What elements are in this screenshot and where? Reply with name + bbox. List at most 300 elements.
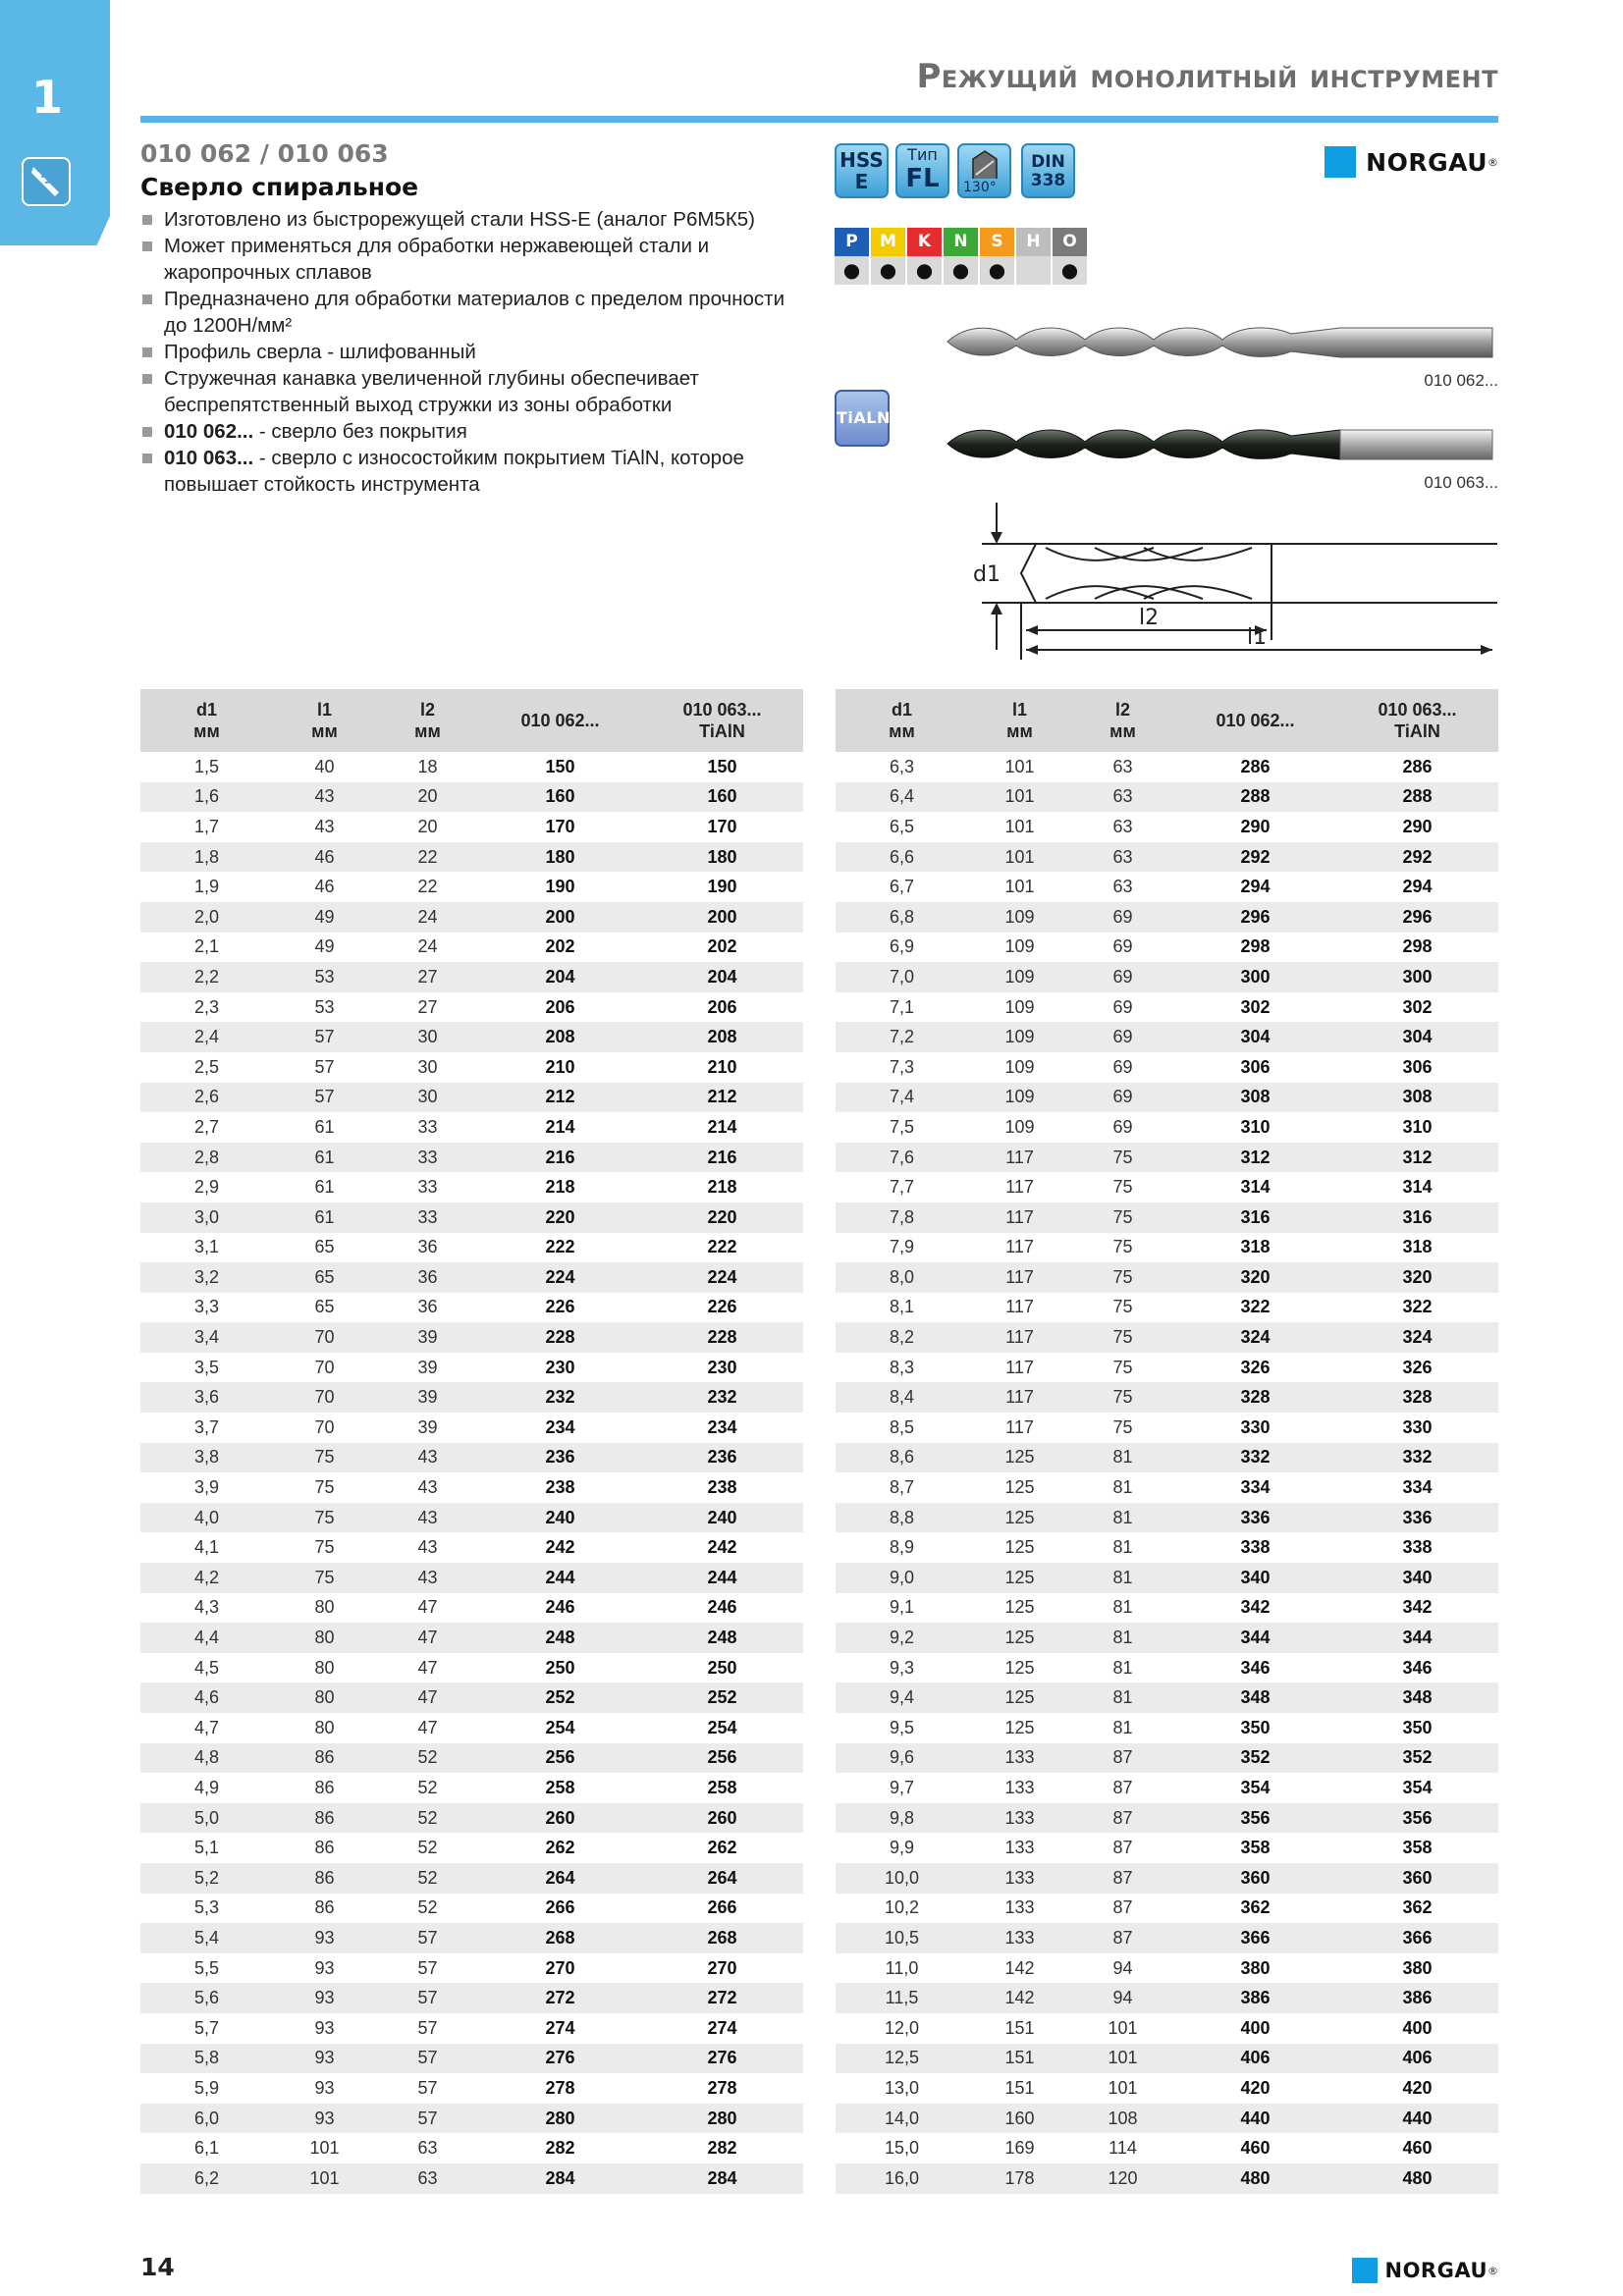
table-row — [836, 1202, 1498, 1233]
cell-article-010063: 224 — [641, 1262, 803, 1293]
cell-d1: 12,5 — [836, 2044, 968, 2074]
cell-article-010063: 304 — [1336, 1022, 1498, 1052]
cell-article-010063: 206 — [707, 996, 737, 1017]
table-row — [140, 1563, 803, 1593]
material-p: P ● — [835, 228, 869, 285]
cell-l1: 49 — [314, 936, 335, 957]
table-row — [140, 1623, 803, 1653]
cell-d1: 9,4 — [836, 1682, 968, 1713]
cell-article-010063: 212 — [641, 1083, 803, 1113]
cell-l1: 65 — [273, 1262, 376, 1293]
feature-item: 010 063... - сверло с износостойким покрытием TiAlN, которое повышает стойкость инструмента — [140, 445, 808, 498]
cell-article-010063: 302 — [1402, 996, 1433, 1017]
cell-article-010062: 348 — [1174, 1682, 1336, 1713]
cell-l2: 75 — [1112, 1357, 1133, 1377]
cell-d1: 6,0 — [140, 2104, 273, 2134]
cell-article-010063: 290 — [1402, 816, 1433, 836]
cell-l2: 101 — [1108, 2017, 1138, 2038]
material-o: O ● — [1053, 228, 1087, 285]
cell-article-010063: 264 — [641, 1863, 803, 1894]
cell-d1: 6,3 — [889, 756, 915, 776]
cell-article-010063: 236 — [641, 1443, 803, 1473]
table-row — [836, 2163, 1498, 2194]
cell-article-010063: 298 — [1402, 936, 1433, 957]
cell-d1: 3,1 — [193, 1237, 220, 1257]
table-row — [836, 2044, 1498, 2074]
cell-article-010063: 256 — [641, 1743, 803, 1774]
cell-d1: 3,6 — [140, 1382, 273, 1413]
cell-article-010062: 264 — [479, 1863, 641, 1894]
cell-article-010063: 354 — [1402, 1777, 1433, 1797]
cell-article-010062: 234 — [545, 1416, 575, 1437]
cell-article-010063: 282 — [707, 2138, 737, 2159]
table-row — [140, 1143, 803, 1173]
table-row — [836, 1293, 1498, 1323]
cell-l2: 43 — [417, 1537, 438, 1558]
cell-article-010062: 314 — [1240, 1177, 1271, 1198]
cell-article-010062: 366 — [1174, 1923, 1336, 1953]
cell-d1: 9,9 — [889, 1838, 915, 1858]
cell-article-010062: 362 — [1240, 1897, 1271, 1918]
table-row — [140, 1773, 803, 1803]
cell-d1: 7,7 — [889, 1177, 915, 1198]
cell-article-010063: 190 — [707, 877, 737, 897]
dim-label-l2: l2 — [1139, 606, 1160, 630]
dim-label-l1: l1 — [1247, 625, 1268, 650]
tialn-coating-badge: TiALN — [835, 390, 890, 447]
cell-article-010063: 286 — [1402, 756, 1433, 776]
cell-d1: 2,2 — [140, 962, 273, 992]
cell-l1: 46 — [273, 842, 376, 873]
cell-d1: 9,8 — [836, 1803, 968, 1834]
cell-article-010063: 334 — [1402, 1477, 1433, 1498]
cell-article-010062: 324 — [1174, 1322, 1336, 1353]
cell-article-010063: 248 — [641, 1623, 803, 1653]
cell-d1: 5,4 — [140, 1923, 273, 1953]
feature-item: Изготовлено из быстрорежущей стали HSS-E (аналог Р6М5К5) — [140, 206, 808, 233]
cell-l2: 22 — [376, 842, 479, 873]
table-row — [140, 1083, 803, 1113]
cell-d1: 8,7 — [889, 1477, 915, 1498]
cell-l2: 87 — [1071, 1803, 1174, 1834]
cell-l1: 57 — [273, 1022, 376, 1052]
table-row — [140, 1953, 803, 1984]
cell-d1: 8,4 — [836, 1382, 968, 1413]
table-row — [836, 812, 1498, 842]
cell-article-010062: 280 — [479, 2104, 641, 2134]
table-row — [836, 2013, 1498, 2044]
cell-l2: 36 — [417, 1237, 438, 1257]
cell-l2: 75 — [1071, 1143, 1174, 1173]
cell-l1: 93 — [314, 1957, 335, 1978]
cell-article-010063: 356 — [1336, 1803, 1498, 1834]
cell-article-010063: 332 — [1336, 1443, 1498, 1473]
cell-l1: 86 — [273, 1803, 376, 1834]
cell-article-010063: 222 — [707, 1237, 737, 1257]
cell-article-010062: 406 — [1174, 2044, 1336, 2074]
cell-article-010063: 202 — [707, 936, 737, 957]
cell-article-010062: 326 — [1240, 1357, 1271, 1377]
cell-article-010063: 324 — [1336, 1322, 1498, 1353]
cell-l1: 151 — [1004, 2077, 1035, 2098]
page-number: 14 — [140, 2253, 175, 2281]
cell-l2: 27 — [417, 996, 438, 1017]
cell-l1: 109 — [968, 1083, 1071, 1113]
cell-article-010063: 280 — [641, 2104, 803, 2134]
cell-d1: 6,4 — [836, 782, 968, 813]
cell-l2: 63 — [1071, 782, 1174, 813]
cell-l2: 47 — [417, 1717, 438, 1737]
din-338-badge: DIN 338 — [1021, 143, 1075, 198]
cell-article-010063: 216 — [641, 1143, 803, 1173]
feature-item: Может применяться для обработки нержавеющей стали и жаропрочных сплавов — [140, 233, 808, 286]
cell-d1: 3,9 — [193, 1477, 220, 1498]
cell-l2: 69 — [1112, 1056, 1133, 1077]
cell-article-010062: 258 — [545, 1777, 575, 1797]
cell-d1: 7,5 — [889, 1116, 915, 1137]
cell-d1: 1,8 — [140, 842, 273, 873]
feature-item: Стружечная канавка увеличенной глубины обеспечивает беспрепятственный выход стружки из зоны обработки — [140, 365, 808, 418]
cell-article-010063: 244 — [641, 1563, 803, 1593]
cell-l1: 101 — [309, 2138, 340, 2159]
cell-l2: 75 — [1071, 1202, 1174, 1233]
cell-article-010063: 232 — [641, 1382, 803, 1413]
cell-l1: 142 — [968, 1983, 1071, 2013]
cell-l1: 80 — [314, 1657, 335, 1678]
cell-l2: 52 — [376, 1863, 479, 1894]
cell-article-010063: 204 — [641, 962, 803, 992]
cell-article-010062: 272 — [479, 1983, 641, 2013]
cell-l2: 30 — [417, 1056, 438, 1077]
cell-article-010062: 352 — [1174, 1743, 1336, 1774]
cell-article-010063: 346 — [1402, 1657, 1433, 1678]
cell-l1: 86 — [314, 1897, 335, 1918]
cell-l1: 117 — [968, 1202, 1071, 1233]
cell-l1: 133 — [1004, 1838, 1035, 1858]
table-row — [140, 1443, 803, 1473]
table-row — [836, 1322, 1498, 1353]
cell-d1: 9,7 — [889, 1777, 915, 1797]
table-row — [836, 1923, 1498, 1953]
cell-article-010063: 460 — [1402, 2138, 1433, 2159]
drill-chapter-icon — [22, 157, 71, 206]
cell-article-010062: 322 — [1240, 1297, 1271, 1317]
cell-l1: 70 — [273, 1382, 376, 1413]
logo-square-icon — [1325, 146, 1356, 178]
cell-l2: 87 — [1071, 1863, 1174, 1894]
cell-article-010063: 210 — [707, 1056, 737, 1077]
cell-d1: 6,6 — [836, 842, 968, 873]
cell-l1: 169 — [1004, 2138, 1035, 2159]
cell-article-010062: 354 — [1240, 1777, 1271, 1797]
cell-l2: 81 — [1071, 1503, 1174, 1533]
cell-article-010063: 386 — [1336, 1983, 1498, 2013]
cell-l2: 57 — [376, 1983, 479, 2013]
cell-l1: 57 — [314, 1056, 335, 1077]
cell-d1: 5,8 — [140, 2044, 273, 2074]
table-row — [140, 1202, 803, 1233]
cell-article-010062: 344 — [1174, 1623, 1336, 1653]
cell-article-010063: 270 — [707, 1957, 737, 1978]
cell-article-010062: 218 — [545, 1177, 575, 1198]
cell-l2: 63 — [1112, 816, 1133, 836]
cell-article-010062: 214 — [545, 1116, 575, 1137]
table-row — [836, 1983, 1498, 2013]
cell-article-010062: 212 — [479, 1083, 641, 1113]
cell-l2: 57 — [417, 1957, 438, 1978]
cell-article-010062: 202 — [545, 936, 575, 957]
cell-article-010062: 302 — [1240, 996, 1271, 1017]
cell-d1: 8,2 — [836, 1322, 968, 1353]
table-row — [836, 902, 1498, 933]
table-header-row — [140, 689, 803, 752]
cell-l2: 81 — [1071, 1563, 1174, 1593]
cell-d1: 11,0 — [885, 1957, 919, 1978]
cell-l2: 75 — [1112, 1237, 1133, 1257]
cell-l2: 87 — [1112, 1897, 1133, 1918]
cell-article-010062: 288 — [1174, 782, 1336, 813]
cell-article-010062: 180 — [479, 842, 641, 873]
cell-l2: 57 — [376, 1923, 479, 1953]
cell-article-010063: 306 — [1402, 1056, 1433, 1077]
cell-d1: 11,5 — [836, 1983, 968, 2013]
cell-l1: 93 — [273, 1983, 376, 2013]
cell-l2: 20 — [376, 782, 479, 813]
product-table-left — [140, 689, 803, 2194]
cell-article-010062: 360 — [1174, 1863, 1336, 1894]
cell-article-010063: 260 — [641, 1803, 803, 1834]
cell-l2: 39 — [417, 1357, 438, 1377]
cell-l2: 52 — [417, 1777, 438, 1797]
cell-d1: 4,1 — [193, 1537, 220, 1558]
cell-l2: 69 — [1071, 962, 1174, 992]
drill-uncoated-image — [947, 316, 1497, 367]
cell-d1: 3,3 — [193, 1297, 220, 1317]
table-row — [836, 1563, 1498, 1593]
cell-article-010062: 240 — [479, 1503, 641, 1533]
cell-d1: 4,0 — [140, 1503, 273, 1533]
cell-l2: 43 — [376, 1443, 479, 1473]
cell-article-010062: 220 — [479, 1202, 641, 1233]
cell-l1: 86 — [273, 1743, 376, 1774]
footer-brand-logo: NORGAU ® — [1352, 2258, 1499, 2283]
cell-l1: 125 — [968, 1503, 1071, 1533]
cell-l2: 101 — [1071, 2044, 1174, 2074]
cell-l2: 33 — [376, 1143, 479, 1173]
feature-list — [140, 206, 808, 498]
cell-article-010062: 292 — [1174, 842, 1336, 873]
cell-d1: 9,6 — [836, 1743, 968, 1774]
cell-d1: 1,5 — [193, 756, 220, 776]
table-row — [140, 1262, 803, 1293]
table-row — [140, 1022, 803, 1052]
cell-article-010063: 366 — [1336, 1923, 1498, 1953]
cell-article-010063: 214 — [707, 1116, 737, 1137]
cell-l2: 52 — [376, 1803, 479, 1834]
cell-l2: 39 — [417, 1416, 438, 1437]
cell-l2: 43 — [417, 1477, 438, 1498]
cell-l2: 87 — [1112, 1838, 1133, 1858]
table-row — [140, 1472, 803, 1503]
cell-article-010063: 350 — [1402, 1717, 1433, 1737]
cell-l1: 49 — [273, 902, 376, 933]
cell-l2: 63 — [1112, 756, 1133, 776]
cell-l1: 109 — [1004, 1056, 1035, 1077]
table-header-row — [836, 689, 1498, 752]
cell-l1: 101 — [968, 782, 1071, 813]
product-table-right — [836, 689, 1498, 2194]
cell-article-010063: 242 — [707, 1537, 737, 1558]
cell-article-010062: 380 — [1240, 1957, 1271, 1978]
table-row — [140, 1713, 803, 1743]
cell-l1: 125 — [968, 1682, 1071, 1713]
header-l1: l1 мм — [968, 689, 1071, 752]
cell-l2: 75 — [1112, 1177, 1133, 1198]
cell-article-010062: 206 — [545, 996, 575, 1017]
cell-d1: 6,9 — [889, 936, 915, 957]
cell-l1: 70 — [314, 1357, 335, 1377]
cell-l1: 125 — [1004, 1657, 1035, 1678]
table-row — [140, 1894, 803, 1924]
table-row — [140, 1172, 803, 1202]
table-row — [140, 1863, 803, 1894]
feature-item: 010 062... - сверло без покрытия — [140, 418, 808, 445]
cell-article-010063: 218 — [707, 1177, 737, 1198]
cell-l1: 101 — [1004, 877, 1035, 897]
cell-l1: 117 — [968, 1143, 1071, 1173]
cell-l2: 81 — [1071, 1623, 1174, 1653]
cell-article-010062: 298 — [1240, 936, 1271, 957]
cell-article-010063: 230 — [707, 1357, 737, 1377]
cell-l1: 80 — [314, 1717, 335, 1737]
cell-d1: 4,4 — [140, 1623, 273, 1653]
cell-article-010063: 344 — [1336, 1623, 1498, 1653]
cell-d1: 3,8 — [140, 1443, 273, 1473]
cell-l2: 39 — [376, 1322, 479, 1353]
cell-l1: 43 — [273, 782, 376, 813]
cell-l2: 75 — [1112, 1297, 1133, 1317]
header-rule — [140, 116, 1498, 123]
cell-d1: 1,9 — [193, 877, 220, 897]
table-row — [836, 1233, 1498, 1263]
cell-article-010063: 338 — [1402, 1537, 1433, 1558]
cell-d1: 10,5 — [836, 1923, 968, 1953]
chapter-number: 1 — [30, 71, 63, 124]
cell-article-010062: 286 — [1240, 756, 1271, 776]
cell-l2: 57 — [376, 2104, 479, 2134]
cell-d1: 7,1 — [889, 996, 915, 1017]
cell-d1: 4,5 — [193, 1657, 220, 1678]
table-row — [836, 1773, 1498, 1803]
cell-article-010062: 160 — [479, 782, 641, 813]
cell-d1: 2,9 — [193, 1177, 220, 1198]
cell-article-010063: 268 — [641, 1923, 803, 1953]
cell-l2: 75 — [1071, 1382, 1174, 1413]
cell-l1: 53 — [273, 962, 376, 992]
table-row — [836, 782, 1498, 813]
cell-article-010063: 296 — [1336, 902, 1498, 933]
cell-article-010062: 284 — [479, 2163, 641, 2194]
cell-article-010062: 270 — [545, 1957, 575, 1978]
cell-article-010062: 480 — [1174, 2163, 1336, 2194]
cell-article-010063: 330 — [1402, 1416, 1433, 1437]
cell-l2: 81 — [1071, 1443, 1174, 1473]
image-caption-coated: 010 063... — [1424, 473, 1498, 492]
cell-l2: 33 — [376, 1202, 479, 1233]
cell-d1: 8,8 — [836, 1503, 968, 1533]
cell-d1: 4,9 — [193, 1777, 220, 1797]
type-fl-badge: Тип FL — [895, 143, 949, 198]
cell-article-010062: 346 — [1240, 1657, 1271, 1678]
cell-article-010062: 316 — [1174, 1202, 1336, 1233]
cell-l2: 120 — [1071, 2163, 1174, 2194]
cell-l1: 43 — [314, 816, 335, 836]
cell-article-010063: 284 — [641, 2163, 803, 2194]
table-row — [140, 1293, 803, 1323]
cell-article-010062: 276 — [479, 2044, 641, 2074]
cell-article-010062: 358 — [1240, 1838, 1271, 1858]
cell-d1: 5,9 — [193, 2077, 220, 2098]
image-caption-uncoated: 010 062... — [1424, 371, 1498, 390]
drill-tialn-coated-image — [947, 418, 1497, 469]
cell-d1: 9,3 — [889, 1657, 915, 1678]
cell-d1: 3,0 — [140, 1202, 273, 1233]
cell-l1: 46 — [314, 877, 335, 897]
cell-l1: 93 — [314, 2017, 335, 2038]
cell-d1: 1,6 — [140, 782, 273, 813]
cell-article-010062: 246 — [545, 1597, 575, 1618]
cell-article-010062: 386 — [1174, 1983, 1336, 2013]
cell-l2: 57 — [417, 2077, 438, 2098]
cell-d1: 13,0 — [884, 2077, 920, 2098]
cell-l1: 75 — [314, 1477, 335, 1498]
cell-article-010063: 258 — [707, 1777, 737, 1797]
cell-l2: 87 — [1071, 1923, 1174, 1953]
cell-l2: 63 — [417, 2138, 438, 2159]
cell-d1: 2,6 — [140, 1083, 273, 1113]
cell-article-010062: 262 — [545, 1838, 575, 1858]
cell-d1: 4,2 — [140, 1563, 273, 1593]
cell-article-010062: 332 — [1174, 1443, 1336, 1473]
cell-d1: 7,2 — [836, 1022, 968, 1052]
header-l1: l1 мм — [273, 689, 376, 752]
cell-article-010063: 308 — [1336, 1083, 1498, 1113]
table-row — [836, 1083, 1498, 1113]
table-row — [140, 1353, 803, 1383]
cell-l1: 125 — [1004, 1717, 1035, 1737]
cell-l2: 81 — [1112, 1537, 1133, 1558]
cell-article-010063: 272 — [641, 1983, 803, 2013]
cell-l2: 47 — [417, 1597, 438, 1618]
cell-article-010063: 250 — [707, 1657, 737, 1678]
cell-d1: 9,1 — [889, 1597, 915, 1618]
cell-d1: 8,3 — [889, 1357, 915, 1377]
table-row — [836, 1593, 1498, 1624]
hss-e-badge: HSS E — [835, 143, 889, 198]
cell-l2: 36 — [417, 1297, 438, 1317]
cell-article-010063: 180 — [641, 842, 803, 873]
cell-article-010062: 274 — [545, 2017, 575, 2038]
cell-article-010063: 310 — [1402, 1116, 1433, 1137]
cell-d1: 9,2 — [836, 1623, 968, 1653]
cell-article-010062: 300 — [1174, 962, 1336, 992]
cell-article-010063: 316 — [1336, 1202, 1498, 1233]
cell-d1: 1,7 — [193, 816, 220, 836]
cell-d1: 2,5 — [193, 1056, 220, 1077]
cell-l2: 81 — [1112, 1717, 1133, 1737]
cell-article-010062: 242 — [545, 1537, 575, 1558]
cell-l2: 75 — [1071, 1262, 1174, 1293]
